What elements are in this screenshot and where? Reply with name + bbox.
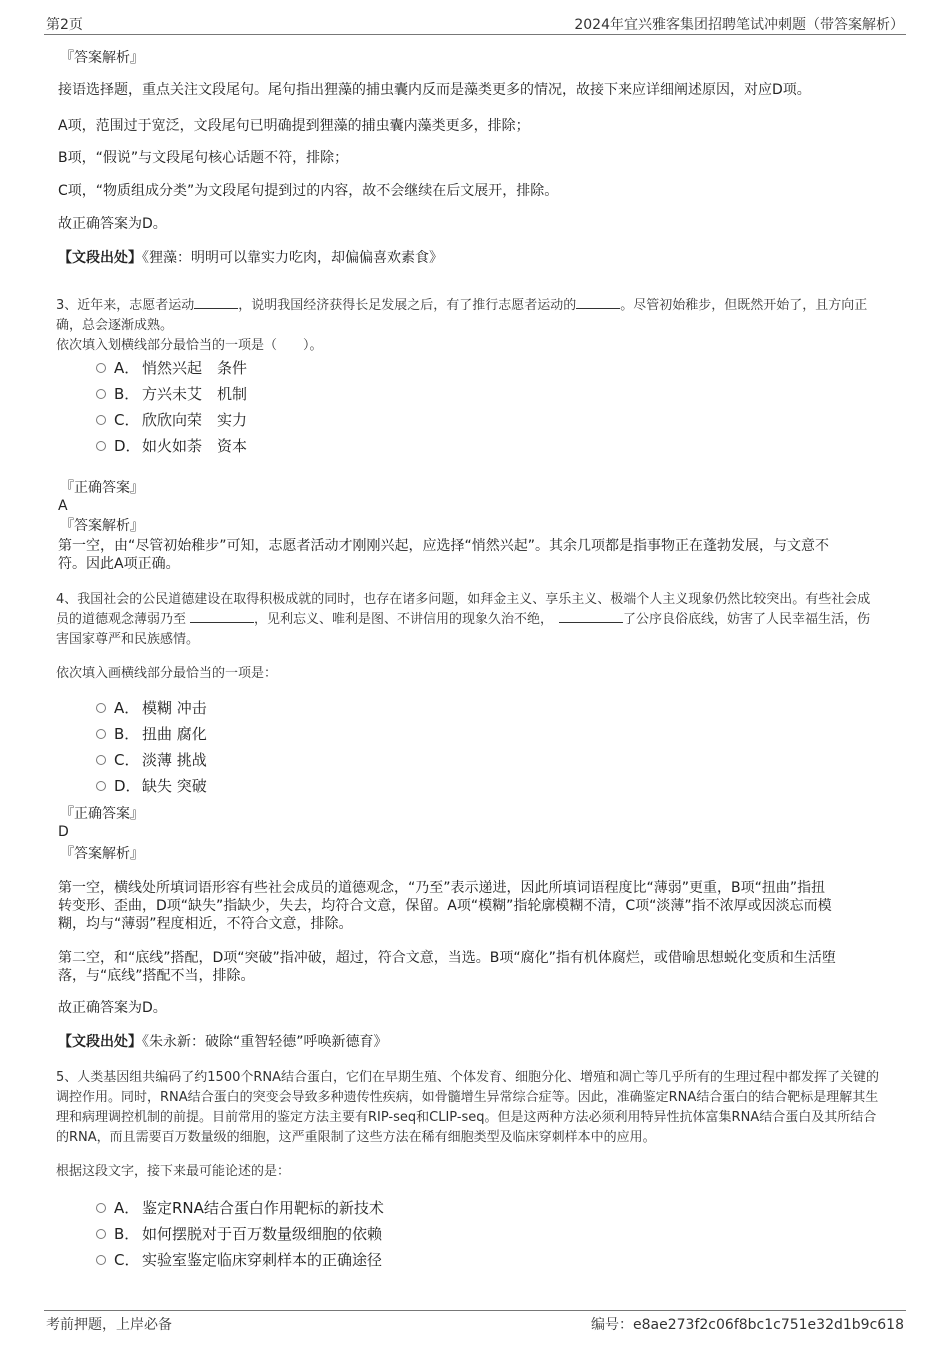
question-text: 确，总会逐渐成熟。: [56, 318, 174, 333]
answer-conclusion: 故正确答案为D。: [58, 1000, 167, 1016]
analysis-paragraph: 第一空，由“尽管初始稚步”可知，志愿者活动才刚刚兴起，应选择“悄然兴起”。其余几项都是指事物正在蓬勃发展，与文意不: [58, 538, 830, 554]
option-c[interactable]: [96, 750, 207, 770]
answer-label: 『正确答案』: [60, 806, 144, 822]
analysis-paragraph: 符。因此A项正确。: [58, 556, 180, 572]
analysis-paragraph: 第二空，和“底线”搭配，D项“突破”指冲破，超过，符合文意，当选。B项“腐化”指有机体腐烂，或借喻思想蜕化变质和生活堕: [58, 950, 836, 966]
document-title: 2024年宜兴雅客集团招聘笔试冲刺题（带答案解析）: [574, 17, 904, 33]
answer-value: D: [58, 824, 69, 840]
option-key: B．: [114, 725, 140, 743]
option-text: 如何摆脱对于百万数量级细胞的依赖: [142, 1225, 383, 1243]
source-text: 《狸藻：明明可以靠实力吃肉，却偏偏喜欢素食》: [142, 250, 443, 266]
option-b[interactable]: [96, 1224, 382, 1244]
question-3-line: [56, 296, 867, 316]
document-id: 编号：e8ae273f2c06f8bc1c751e32d1b9c618: [591, 1317, 904, 1333]
analysis-label: 『答案解析』: [60, 846, 144, 862]
source-text: 《朱永新：破除“重智轻德”呼唤新德育》: [142, 1034, 388, 1050]
blank: [194, 296, 238, 309]
analysis-paragraph: 转变形、歪曲，D项“缺失”指缺少，失去，均符合文意，保留。A项“模糊”指轮廓模糊不清，C项“淡薄”指不浓厚或因淡忘而模: [58, 898, 832, 914]
analysis-paragraph: B项，“假说”与文段尾句核心话题不符，排除；: [58, 150, 349, 166]
option-text: 方兴未艾 机制: [142, 385, 248, 403]
option-text: 如火如荼 资本: [142, 437, 248, 455]
question-text: 员的道德观念薄弱乃至: [56, 612, 187, 627]
blank: [559, 610, 623, 623]
radio-icon[interactable]: [96, 781, 106, 791]
analysis-label: 『答案解析』: [60, 518, 144, 534]
option-text: 鉴定RNA结合蛋白作用靶标的新技术: [142, 1199, 384, 1217]
question-text: 了公序良俗底线，妨害了人民幸福生活，伤: [623, 612, 871, 627]
option-text: 实验室鉴定临床穿刺样本的正确途径: [142, 1251, 383, 1269]
source-label: 【文段出处】: [58, 250, 142, 266]
answer-label: 『正确答案』: [60, 480, 144, 496]
question-prompt: 依次填入画横线部分最恰当的一项是：: [56, 666, 278, 681]
option-key: A．: [114, 1199, 140, 1217]
radio-icon[interactable]: [96, 1255, 106, 1265]
radio-icon[interactable]: [96, 415, 106, 425]
option-key: D．: [114, 437, 141, 455]
option-b[interactable]: [96, 724, 207, 744]
question-text: 。尽管初始稚步，但既然开始了，且方向正: [620, 298, 868, 313]
option-text: 淡薄 挑战: [142, 751, 207, 769]
source-citation: [58, 1032, 388, 1052]
question-text: 5、人类基因组共编码了约1500个RNA结合蛋白，它们在早期生殖、个体发育、细胞分化、增殖和凋亡等几乎所有的生理过程中都发挥了关键的: [56, 1070, 880, 1085]
source-label: 【文段出处】: [58, 1034, 142, 1050]
radio-icon[interactable]: [96, 389, 106, 399]
option-text: 缺失 突破: [142, 777, 207, 795]
question-prompt: 根据这段文字，接下来最可能论述的是：: [56, 1164, 291, 1179]
option-a[interactable]: [96, 698, 207, 718]
page-number: 第2页: [46, 17, 83, 33]
option-key: C．: [114, 1251, 140, 1269]
option-c[interactable]: [96, 1250, 382, 1270]
option-a[interactable]: [96, 358, 247, 378]
option-key: D．: [114, 777, 141, 795]
footer-slogan: 考前押题，上岸必备: [46, 1317, 172, 1333]
analysis-label: 『答案解析』: [60, 50, 144, 66]
radio-icon[interactable]: [96, 755, 106, 765]
answer-conclusion: 故正确答案为D。: [58, 216, 167, 232]
option-a[interactable]: [96, 1198, 384, 1218]
option-text: 悄然兴起 条件: [142, 359, 248, 377]
analysis-paragraph: 接语选择题，重点关注文段尾句。尾句指出狸藻的捕虫囊内反而是藻类更多的情况，故接下来应详细阐述原因，对应D项。: [58, 82, 811, 98]
analysis-paragraph: 落，与“底线”搭配不当，排除。: [58, 968, 255, 984]
option-key: A．: [114, 359, 140, 377]
question-4-line: [56, 610, 870, 630]
option-key: A．: [114, 699, 140, 717]
option-b[interactable]: [96, 384, 247, 404]
question-prompt: 依次填入划横线部分最恰当的一项是（ ）。: [56, 338, 323, 353]
radio-icon[interactable]: [96, 729, 106, 739]
radio-icon[interactable]: [96, 363, 106, 373]
radio-icon[interactable]: [96, 703, 106, 713]
radio-icon[interactable]: [96, 441, 106, 451]
question-text: ，说明我国经济获得长足发展之后，有了推行志愿者运动的: [238, 298, 577, 313]
option-c[interactable]: [96, 410, 247, 430]
option-key: C．: [114, 751, 140, 769]
question-text: 理和病理调控机制的前提。目前常用的鉴定方法主要有RIP-seq和CLIP-seq。但是这两种方法必须利用特异性抗体富集RNA结合蛋白及其所结合: [56, 1110, 877, 1125]
radio-icon[interactable]: [96, 1203, 106, 1213]
option-d[interactable]: [96, 436, 247, 456]
analysis-paragraph: A项，范围过于宽泛，文段尾句已明确提到狸藻的捕虫囊内藻类更多，排除；: [58, 118, 530, 134]
source-citation: [58, 248, 443, 268]
blank: [576, 296, 620, 309]
question-text: ，见利忘义、唯利是图、不讲信用的现象久治不绝，: [254, 612, 554, 627]
option-key: B．: [114, 1225, 140, 1243]
radio-icon[interactable]: [96, 1229, 106, 1239]
footer-divider: [44, 1310, 906, 1311]
question-text: 4、我国社会的公民道德建设在取得积极成就的同时，也存在诸多问题，如拜金主义、享乐主义、极端个人主义现象仍然比较突出。有些社会成: [56, 592, 871, 607]
analysis-paragraph: 第一空，横线处所填词语形容有些社会成员的道德观念，“乃至”表示递进，因此所填词语程度比“薄弱”更重，B项“扭曲”指扭: [58, 880, 826, 896]
answer-value: A: [58, 498, 68, 514]
option-key: C．: [114, 411, 140, 429]
option-key: B．: [114, 385, 140, 403]
option-text: 模糊 冲击: [142, 699, 207, 717]
blank: [190, 610, 254, 623]
header-divider: [44, 34, 906, 35]
analysis-paragraph: 糊，均与“薄弱”程度相近，不符合文意，排除。: [58, 916, 353, 932]
question-text: 调控作用。同时，RNA结合蛋白的突变会导致多种遗传性疾病，如骨髓增生异常综合症等。因此，准确鉴定RNA结合蛋白的结合靶标是理解其生: [56, 1090, 879, 1105]
option-text: 欣欣向荣 实力: [142, 411, 248, 429]
question-text: 的RNA，而且需要百万数量级的细胞，这严重限制了这些方法在稀有细胞类型及临床穿刺样本中的应用。: [56, 1130, 656, 1145]
option-text: 扭曲 腐化: [142, 725, 207, 743]
question-text: 3、近年来，志愿者运动: [56, 298, 195, 313]
question-text: 害国家尊严和民族感情。: [56, 632, 200, 647]
analysis-paragraph: C项，“物质组成分类”为文段尾句提到过的内容，故不会继续在后文展开，排除。: [58, 183, 559, 199]
option-d[interactable]: [96, 776, 207, 796]
